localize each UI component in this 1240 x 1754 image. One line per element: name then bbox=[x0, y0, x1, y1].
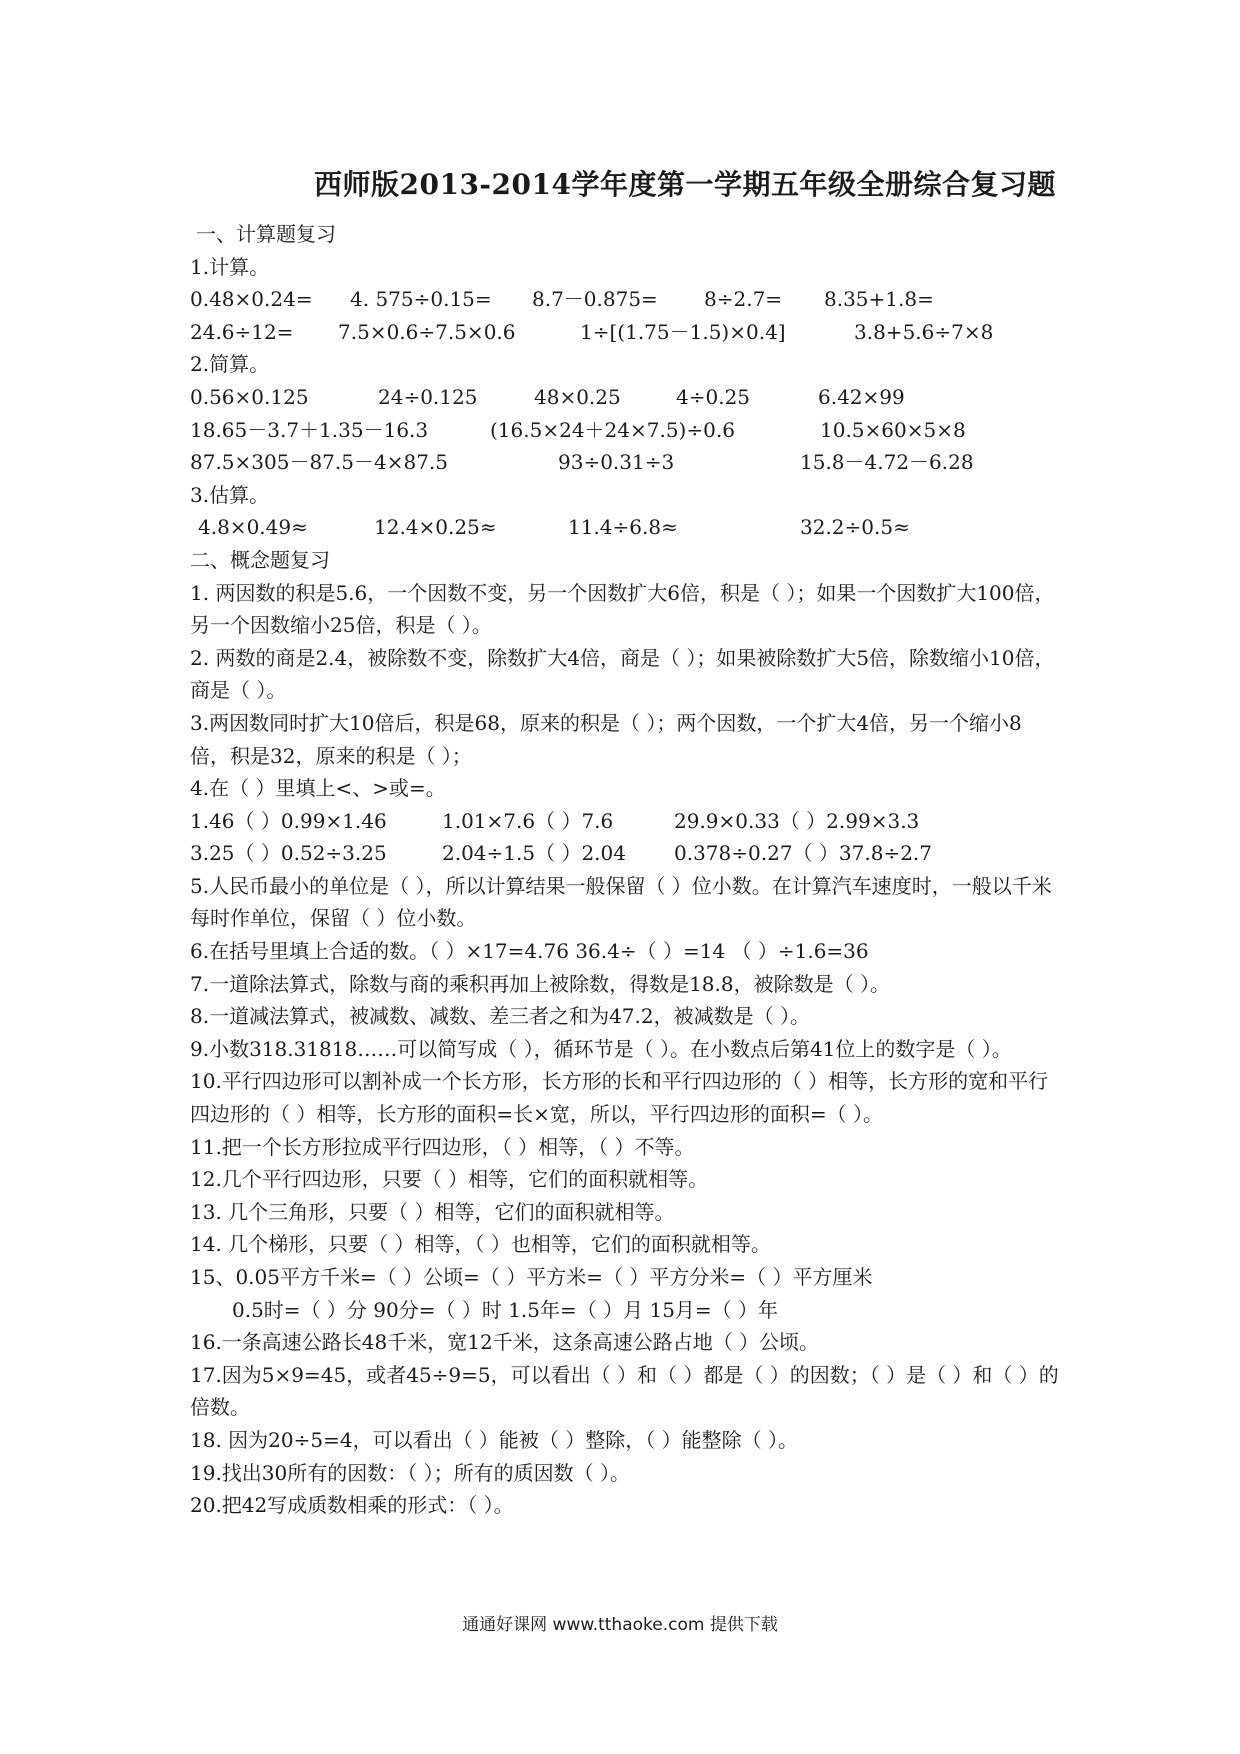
calc-item: 6.42×99 bbox=[818, 384, 905, 409]
calc-row bbox=[190, 511, 1060, 544]
calc-item: 48×0.25 bbox=[534, 384, 621, 409]
concept-question: 11.把一个长方形拉成平行四边形，（ ）相等，（ ）不等。 bbox=[190, 1134, 695, 1159]
calc-item: 3.8+5.6÷7×8 bbox=[854, 319, 994, 344]
question-label: 2.简算。 bbox=[190, 352, 270, 377]
calc-row bbox=[190, 446, 1060, 479]
calc-item: 24÷0.125 bbox=[378, 384, 478, 409]
concept-question: 20.把42写成质数相乘的形式：（ ）。 bbox=[190, 1493, 514, 1518]
calc-item: 0.56×0.125 bbox=[190, 384, 309, 409]
question-label: 3.估算。 bbox=[190, 482, 270, 507]
concept-question: 7.一道除法算式，除数与商的乘积再加上被除数，得数是18.8，被除数是（ ）。 bbox=[190, 971, 890, 996]
section-heading-calculation: 一、计算题复习 bbox=[196, 222, 336, 246]
concept-question: 14. 几个梯形，只要（ ）相等，（ ）也相等，它们的面积就相等。 bbox=[190, 1232, 771, 1257]
page-footer: 通通好课网 www.tthaoke.com 提供下载 bbox=[462, 1615, 778, 1635]
question-label: 1.计算。 bbox=[190, 254, 270, 279]
concept-question: 9.小数318.31818……可以简写成（ ），循环节是（ ）。在小数点后第41位上的数字是（ ）。 bbox=[190, 1036, 1012, 1061]
concept-question: 19.找出30所有的因数：（ ）；所有的质因数（ ）。 bbox=[190, 1460, 630, 1485]
concept-question: 8.一道减法算式，被减数、减数、差三者之和为47.2，被减数是（ ）。 bbox=[190, 1004, 810, 1029]
calc-item: 7.5×0.6÷7.5×0.6 bbox=[338, 319, 516, 344]
concept-question: 2. 两数的商是2.4，被除数不变，除数扩大4倍，商是（ ）；如果被除数扩大5倍，除数缩小10倍，商是（ ）。 bbox=[190, 645, 1055, 703]
concept-question: 1. 两因数的积是5.6，一个因数不变，另一个因数扩大6倍，积是（ ）；如果一个因数扩大100倍，另一个因数缩小25倍，积是（ ）。 bbox=[190, 580, 1055, 638]
concept-question: 13. 几个三角形，只要（ ）相等，它们的面积就相等。 bbox=[190, 1199, 675, 1224]
calc-row bbox=[190, 283, 1060, 316]
calc-item: 93÷0.31÷3 bbox=[558, 450, 675, 475]
concept-question: 16.一条高速公路长48千米，宽12千米，这条高速公路占地（ ）公顷。 bbox=[190, 1330, 820, 1355]
concept-question: 15、0.05平方千米=（ ）公顷=（ ）平方米=（ ）平方分米=（ ）平方厘米 bbox=[190, 1265, 873, 1289]
calc-item: 8.7－0.875= bbox=[532, 287, 658, 312]
compare-item: 2.04÷1.5（ ）2.04 bbox=[442, 841, 626, 866]
concept-question: 3.两因数同时扩大10倍后，积是68，原来的积是（ ）；两个因数，一个扩大4倍，另一个缩小8倍，积是32，原来的积是（ ）； bbox=[190, 710, 1022, 768]
calc-item: 0.48×0.24= bbox=[190, 287, 313, 312]
calc-item: 87.5×305－87.5－4×87.5 bbox=[190, 450, 449, 475]
section-heading-concepts: 二、概念题复习 bbox=[190, 547, 330, 572]
calc-item: 12.4×0.25≈ bbox=[374, 515, 497, 540]
calc-row bbox=[190, 381, 1060, 414]
concept-question: 17.因为5×9=45，或者45÷9=5，可以看出（ ）和（ ）都是（ ）的因数；（ ）是（ ）和（ ）的倍数。 bbox=[190, 1362, 1059, 1420]
concept-question: 10.平行四边形可以割补成一个长方形，长方形的长和平行四边形的（ ）相等，长方形的宽和平行四边形的（ ）相等，长方形的面积=长×宽，所以，平行四边形的面积=（ ）。 bbox=[190, 1069, 1049, 1127]
calc-item: 8÷2.7= bbox=[704, 287, 783, 312]
calc-item: 15.8－4.72－6.28 bbox=[800, 450, 974, 475]
calc-item: 32.2÷0.5≈ bbox=[800, 515, 910, 540]
compare-row bbox=[190, 837, 1060, 870]
calc-item: 1÷[(1.75－1.5)×0.4] bbox=[580, 319, 786, 344]
compare-row bbox=[190, 805, 1060, 838]
calc-row bbox=[190, 414, 1060, 447]
compare-item: 0.378÷0.27（ ）37.8÷2.7 bbox=[674, 841, 932, 866]
compare-item: 1.46（ ）0.99×1.46 bbox=[190, 808, 387, 833]
calc-row bbox=[190, 316, 1060, 349]
calc-item: 18.65－3.7＋1.35－16.3 bbox=[190, 417, 429, 442]
compare-item: 3.25（ ）0.52÷3.25 bbox=[190, 841, 387, 866]
concept-question: 12.几个平行四边形，只要（ ）相等，它们的面积就相等。 bbox=[190, 1167, 709, 1192]
calc-item: 11.4÷6.8≈ bbox=[568, 515, 678, 540]
concept-question: 18. 因为20÷5=4，可以看出（ ）能被（ ）整除，（ ）能整除（ ）。 bbox=[190, 1427, 799, 1452]
calc-item: 24.6÷12= bbox=[190, 319, 294, 344]
calc-item: 10.5×60×5×8 bbox=[820, 417, 966, 442]
concept-question: 0.5时=（ ）分 90分=（ ）时 1.5年=（ ）月 15月=（ ）年 bbox=[232, 1297, 779, 1322]
worksheet-body bbox=[190, 218, 1060, 1522]
page-title: 西师版2013-2014学年度第一学期五年级全册综合复习题 bbox=[314, 168, 1056, 201]
compare-item: 29.9×0.33（ ）2.99×3.3 bbox=[674, 808, 920, 833]
calc-item: 4.8×0.49≈ bbox=[198, 515, 308, 540]
compare-item: 1.01×7.6（ ）7.6 bbox=[442, 808, 614, 833]
concept-question: 5.人民币最小的单位是（ ），所以计算结果一般保留（ ）位小数。在计算汽车速度时，一般以千米每时作单位，保留（ ）位小数。 bbox=[190, 873, 1052, 931]
calc-item: 4. 575÷0.15= bbox=[350, 287, 492, 312]
calc-item: 8.35+1.8= bbox=[824, 287, 934, 312]
calc-item: (16.5×24＋24×7.5)÷0.6 bbox=[490, 417, 735, 442]
concept-question: 6.在括号里填上合适的数。（ ）×17=4.76 36.4÷（ ）=14 （ ）÷1.6=36 bbox=[190, 939, 869, 964]
calc-item: 4÷0.25 bbox=[676, 384, 751, 409]
concept-question: 4.在（ ）里填上<、>或=。 bbox=[190, 776, 446, 801]
